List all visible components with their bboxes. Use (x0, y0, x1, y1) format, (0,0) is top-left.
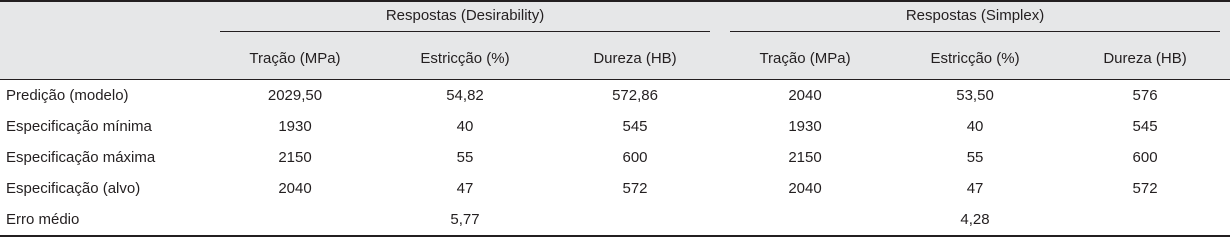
table-cell: 47 (966, 180, 984, 197)
column-header: Estricção (%) (380, 37, 550, 80)
table-row (0, 80, 1230, 112)
table-cell (1060, 204, 1230, 236)
table-row (0, 204, 1230, 236)
table-cell: 600 (622, 149, 648, 166)
table-body (0, 80, 1230, 237)
table-cell: 4,28 (890, 204, 1060, 236)
group-header-label: Respostas (Simplex) (730, 7, 1220, 32)
row-label: Especificação máxima (6, 149, 156, 166)
table-header (0, 1, 1230, 80)
row-label: Especificação (alvo) (6, 180, 141, 197)
column-header: Estricção (%) (890, 37, 1060, 80)
table-row (0, 142, 1230, 173)
row-label: Especificação mínima (6, 118, 152, 135)
table-cell: 2150 (788, 149, 822, 166)
table-cell: 572 (622, 180, 648, 197)
table-cell: 5,77 (380, 204, 550, 236)
table-cell: 576 (1132, 87, 1158, 104)
table-cell: 545 (1132, 118, 1158, 135)
group-header-row (0, 1, 1230, 37)
table-cell: 600 (1132, 149, 1158, 166)
row-label: Predição (modelo) (6, 87, 129, 104)
group-header-desirability (210, 1, 720, 37)
table-cell: 2040 (788, 87, 822, 104)
table-cell (550, 204, 720, 236)
table-cell: 55 (966, 149, 984, 166)
row-label: Erro médio (0, 204, 210, 236)
column-header: Dureza (HB) (1060, 37, 1230, 80)
group-header-label: Respostas (Desirability) (220, 7, 710, 32)
table-cell: 2040 (788, 180, 822, 197)
table-cell: 545 (622, 118, 648, 135)
table-cell (210, 204, 380, 236)
table-row (0, 173, 1230, 204)
column-header: Tração (MPa) (210, 37, 380, 80)
column-header-row (0, 37, 1230, 80)
table-cell: 572,86 (612, 87, 658, 104)
corner-cell (0, 37, 210, 80)
column-header: Dureza (HB) (550, 37, 720, 80)
table-cell: 54,82 (446, 87, 484, 104)
table-cell: 40 (966, 118, 984, 135)
table-cell: 572 (1132, 180, 1158, 197)
table-cell: 1930 (788, 118, 822, 135)
table-row (0, 111, 1230, 142)
table-cell: 2150 (278, 149, 312, 166)
table-cell (720, 204, 890, 236)
table-cell: 2040 (278, 180, 312, 197)
group-header-simplex (720, 1, 1230, 37)
table-cell: 53,50 (956, 87, 994, 104)
table-cell: 47 (456, 180, 474, 197)
table-cell: 2029,50 (267, 87, 323, 104)
corner-cell (0, 1, 210, 37)
table-cell: 55 (456, 149, 474, 166)
column-header: Tração (MPa) (720, 37, 890, 80)
table-cell: 40 (456, 118, 474, 135)
table-cell: 1930 (278, 118, 312, 135)
